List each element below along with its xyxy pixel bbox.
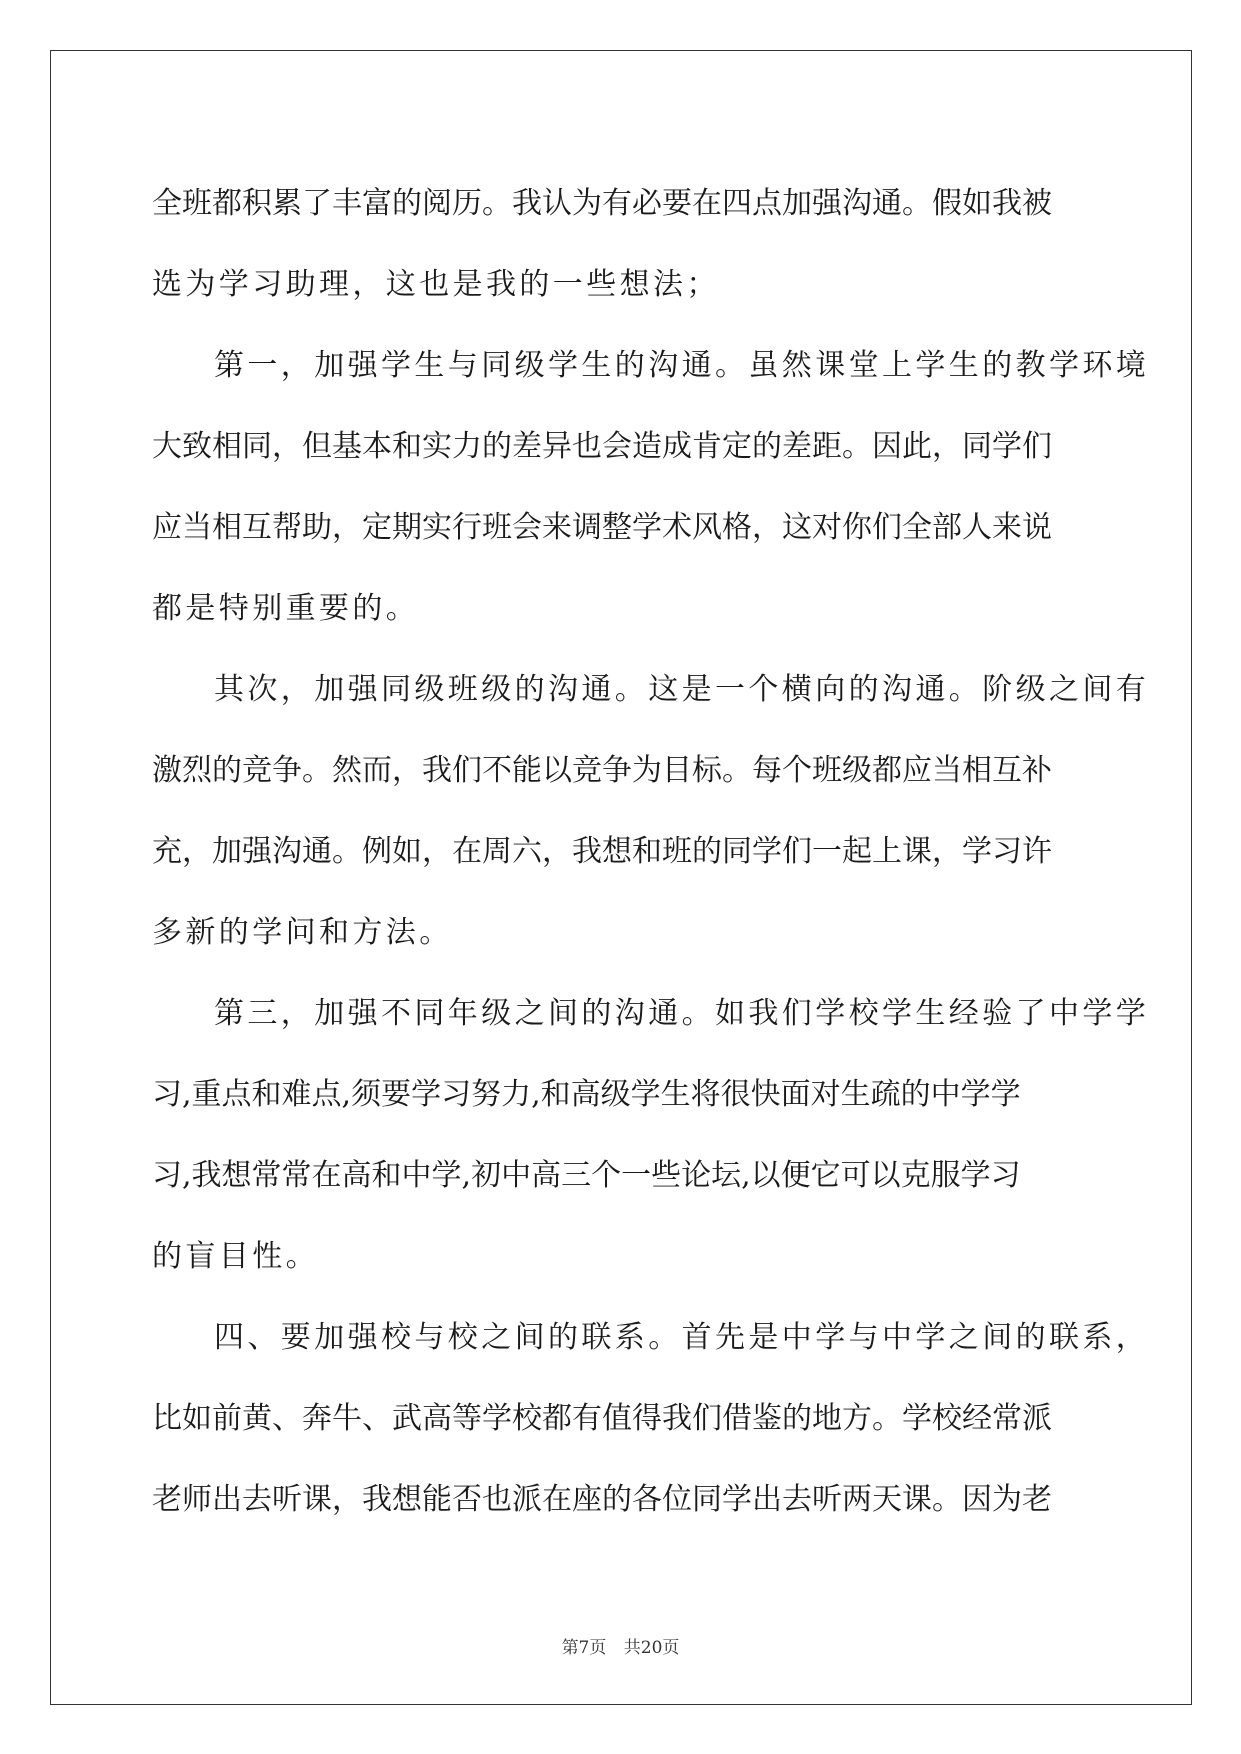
page-total: 共20页 [623, 1638, 680, 1658]
text-line: 老师出去听课，我想能否也派在座的各位同学出去听两天课。因为老 [152, 1482, 1052, 1517]
page-footer [0, 1633, 1241, 1658]
page-number: 第7页 [561, 1638, 607, 1658]
text-line: 的盲目性。 [152, 1239, 319, 1274]
text-line: 全班都积累了丰富的阅历。我认为有必要在四点加强沟通。假如我被 [152, 186, 1052, 221]
text-line: 多新的学问和方法。 [152, 915, 453, 950]
text-line: 都是特别重要的。 [152, 591, 420, 626]
document-body [152, 163, 1150, 1540]
text-line: 其次，加强同级班级的沟通。这是一个横向的沟通。阶级之间有 [214, 672, 1150, 707]
text-line: 激烈的竞争。然而，我们不能以竞争为目标。每个班级都应当相互补 [152, 753, 1052, 788]
text-line: 应当相互帮助，定期实行班会来调整学术风格，这对你们全部人来说 [152, 510, 1052, 545]
text-line: 第三，加强不同年级之间的沟通。如我们学校学生经验了中学学 [214, 996, 1150, 1031]
text-line: 比如前黄、奔牛、武高等学校都有值得我们借鉴的地方。学校经常派 [152, 1401, 1052, 1436]
text-line: 第一，加强学生与同级学生的沟通。虽然课堂上学生的教学环境 [214, 348, 1150, 383]
text-line: 习,我想常常在高和中学,初中高三个一些论坛,以便它可以克服学习 [152, 1158, 1021, 1193]
text-line: 充，加强沟通。例如，在周六，我想和班的同学们一起上课，学习许 [152, 834, 1052, 869]
text-line: 四、要加强校与校之间的联系。首先是中学与中学之间的联系， [214, 1320, 1150, 1355]
text-line: 选为学习助理，这也是我的一些想法； [152, 267, 720, 302]
paragraph-text [152, 163, 1150, 1540]
text-line: 习,重点和难点,须要学习努力,和高级学生将很快面对生疏的中学学 [152, 1077, 1021, 1112]
text-line: 大致相同，但基本和实力的差异也会造成肯定的差距。因此，同学们 [152, 429, 1052, 464]
